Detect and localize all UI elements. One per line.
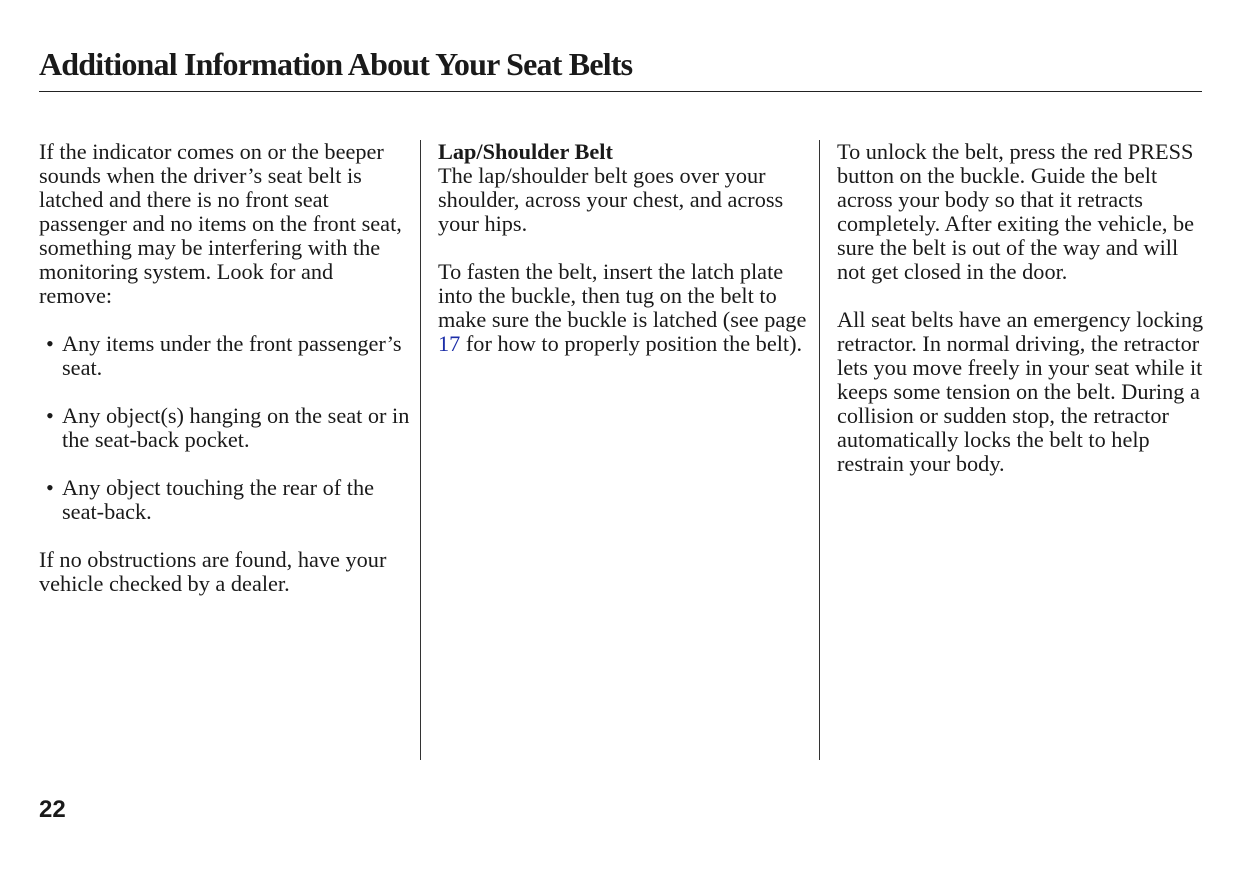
list-item (39, 404, 411, 452)
column-1 (39, 140, 411, 596)
bullet-icon: • (46, 331, 54, 356)
page-title: Additional Information About Your Seat Belts (39, 46, 633, 82)
section-heading-lap-shoulder-belt: Lap/Shoulder Belt (438, 139, 613, 164)
column-divider (420, 140, 421, 760)
list-item (39, 476, 411, 524)
fasten-text-before: To fasten the belt, insert the latch plate into the buckle, then tug on the belt to make sure the buckle is latched (see page (438, 259, 807, 332)
dealer-check-paragraph: If no obstructions are found, have your vehicle checked by a dealer. (39, 547, 387, 596)
page-number: 22 (39, 796, 66, 823)
fasten-text-after: for how to properly position the belt). (460, 331, 803, 356)
column-2 (438, 140, 810, 356)
belt-routing-paragraph: The lap/shoulder belt goes over your shoulder, across your chest, and across your hips. (438, 163, 784, 236)
list-item-text: Any items under the front passenger’s seat. (62, 331, 402, 380)
bullet-icon: • (46, 475, 54, 500)
retractor-paragraph: All seat belts have an emergency locking retractor. In normal driving, the retractor lets you move freely in your seat while it keeps some tension on the belt. During a collision or sudden stop, the retractor automatically locks the belt to help restrain your body. (837, 307, 1204, 476)
page-17-link[interactable]: 17 (438, 331, 461, 356)
column-divider (819, 140, 820, 760)
column-3 (837, 140, 1209, 476)
list-item (39, 332, 411, 380)
list-item-text: Any object(s) hanging on the seat or in the seat-back pocket. (62, 403, 410, 452)
list-item-text: Any object touching the rear of the seat-back. (62, 475, 375, 524)
title-rule (39, 91, 1202, 92)
bullet-icon: • (46, 403, 54, 428)
obstruction-list (39, 332, 411, 524)
indicator-intro-paragraph: If the indicator comes on or the beeper sounds when the driver’s seat belt is latched and there is no front seat passenger and no items on the front seat, something may be interfering with the monitoring system. Look for and remove: (39, 139, 402, 308)
unlock-belt-paragraph: To unlock the belt, press the red PRESS button on the buckle. Guide the belt across your body so that it retracts completely. After exiting the vehicle, be sure the belt is out of the way and will not get closed in the door. (837, 139, 1195, 284)
fasten-belt-paragraph (438, 260, 810, 356)
